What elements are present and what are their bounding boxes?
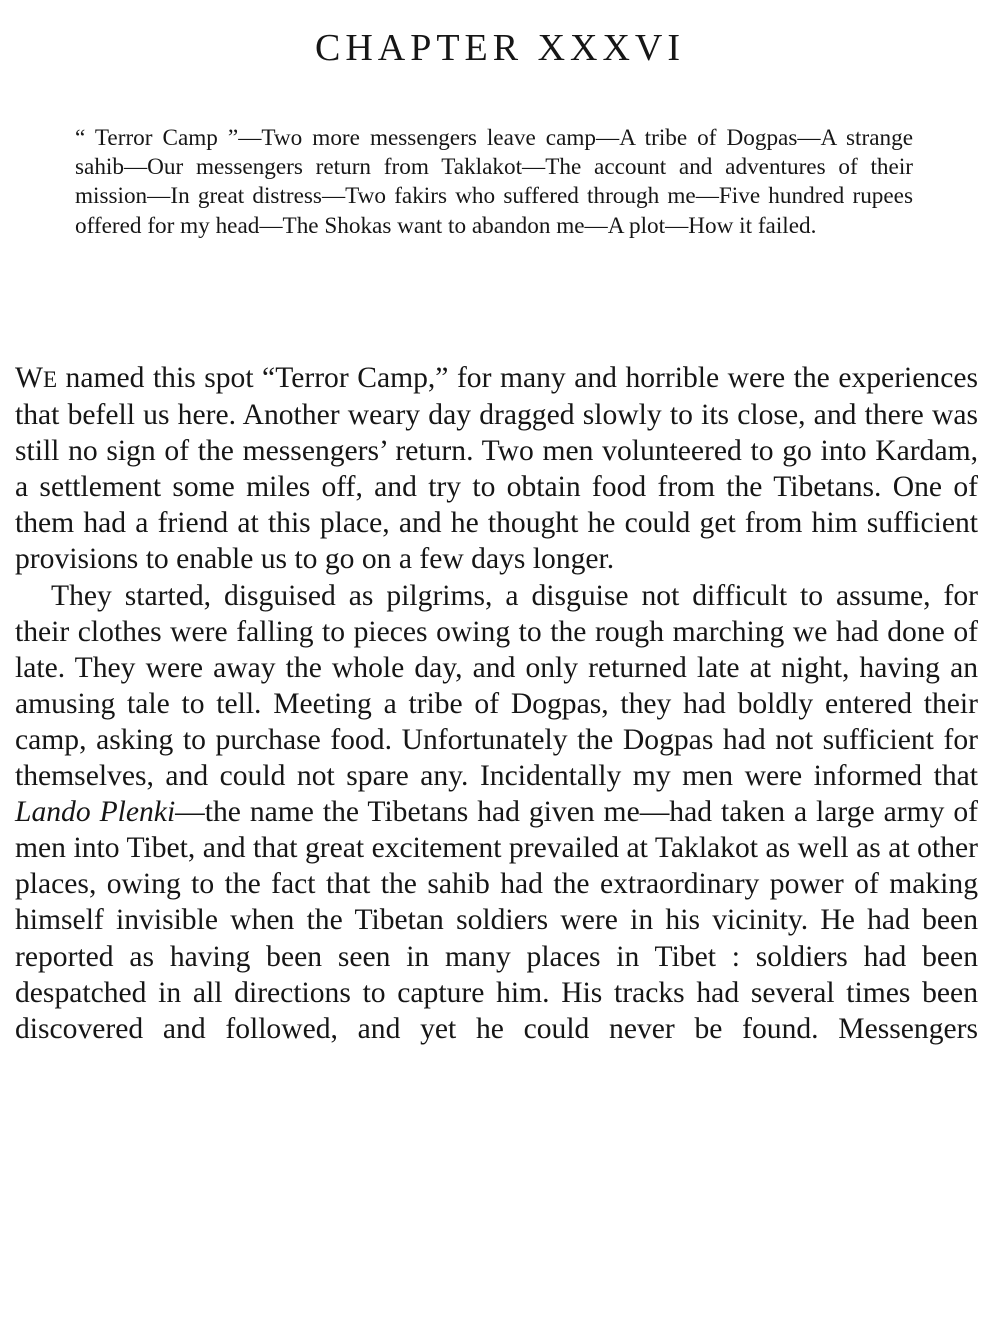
chapter-synopsis: “ Terror Camp ”—Two more messengers leave camp—A tribe of Dogpas—A strange sahib—Our messengers return from Taklakot—The account and adventures of their mission—In great distress—Two fakirs who suffered through me—Five hundred rupees offered for my head—The Shokas want to abandon me—A plot—How it failed. [75,125,913,239]
paragraph-1 [15,360,978,578]
small-caps-letters: E [42,366,58,392]
paragraph-2 [15,578,978,1047]
paragraph-2-text-end: —the name the Tibetans had given me—had taken a large army of men into Tibet, and that great excitement prevailed at Taklakot as well as at other places, owing to the fact that the sahib had the extraordinary power of making himself invisible when the Tibetan soldiers were in his vicinity. He had been reported as having been seen in many places in Tibet : soldiers had been despatched in all directions to capture him. His tracks had several times been discovered and followed, and yet he could never be found. Messengers [15,796,978,1045]
paragraph-2-text-start: They started, disguised as pilgrims, a disguise not difficult to assume, for their clothes were falling to pieces owing to the rough marching we had done of late. They were away the whole day, and only returned late at night, having an amusing tale to tell. Meeting a tribe of Dogpas, they had boldly entered their camp, asking to purchase food. Unfortunately the Dogpas had not sufficient for themselves, and could not spare any. Incidentally my men were informed that [15,579,978,793]
body-text [15,360,978,1047]
paragraph-1-text: named this spot “Terror Camp,” for many and horrible were the experiences that befell us here. Another weary day dragged slowly to its close, and there was still no sign of the messengers’ return. Two men volunteered to go into Kardam, a settlement some miles off, and try to obtain food from the Tibetans. One of them had a friend at this place, and he thought he could get from him sufficient provisions to enable us to go on a few days longer. [15,362,978,576]
italic-name-lando-plenki: Lando Plenki [15,796,176,829]
drop-initial: W [15,362,43,394]
chapter-title: CHAPTER XXXVI [314,27,686,69]
